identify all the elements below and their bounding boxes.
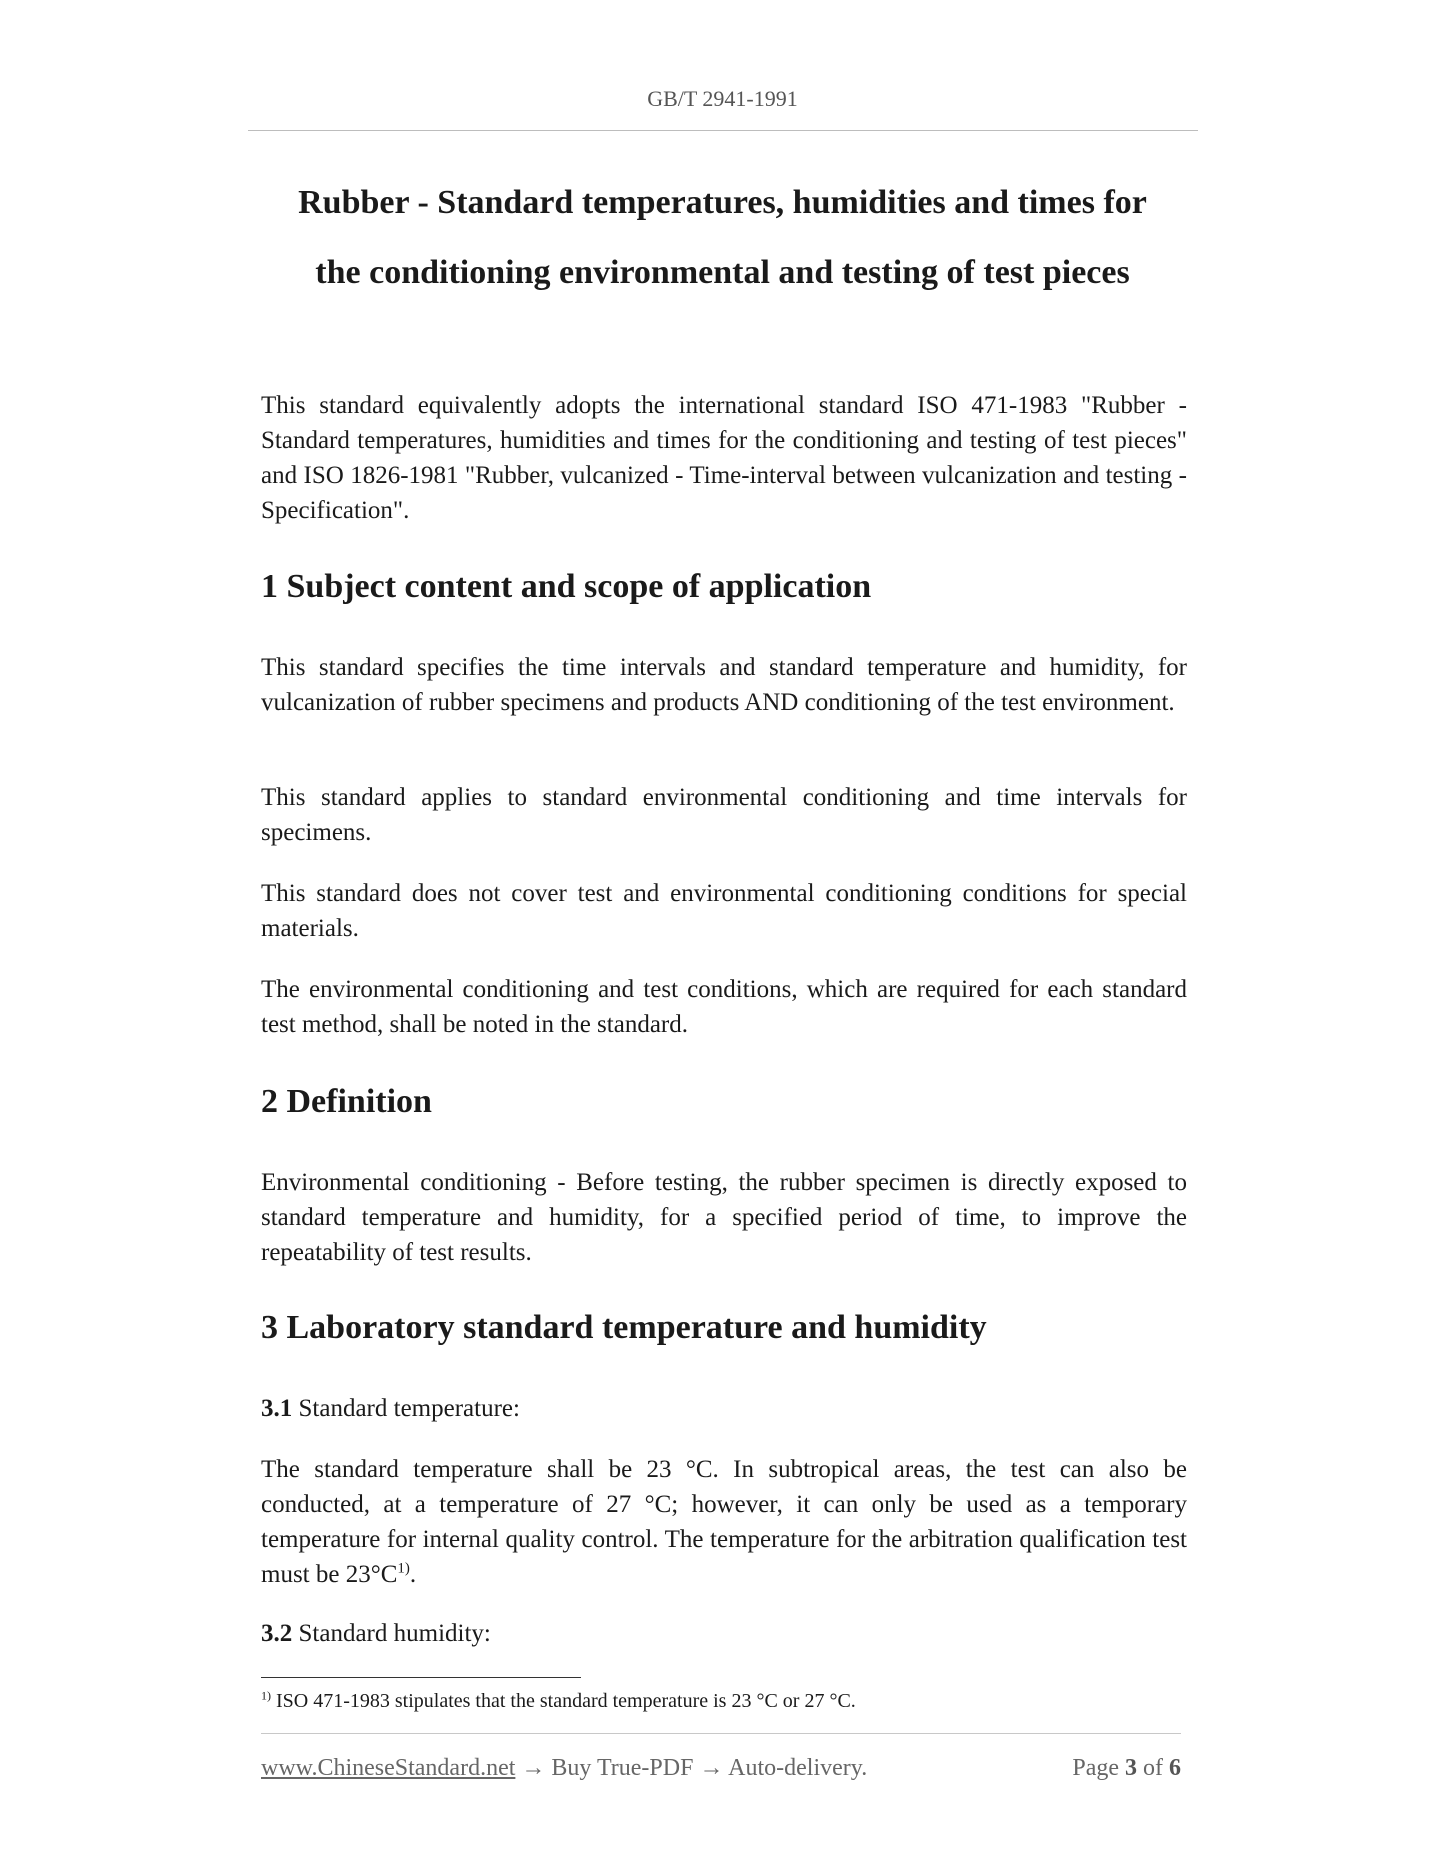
website-link[interactable]: www.ChineseStandard.net	[261, 1755, 516, 1781]
footnote	[261, 1686, 1187, 1716]
page-number	[1072, 1752, 1181, 1784]
clause-3-1-label: Standard temperature:	[292, 1395, 520, 1422]
section-2-paragraph-1: Environmental conditioning - Before testing, the rubber specimen is directly exposed to standard temperature and humidity, for a specified period of time, to improve the repeatability of test results.	[261, 1169, 1187, 1266]
page-label: Page	[1072, 1755, 1125, 1781]
section-1-paragraph-1: This standard specifies the time intervals and standard temperature and humidity, for vulcanization of rubber specimens and products AND conditioning of the test environment.	[261, 654, 1187, 716]
section-1-paragraph-2: This standard applies to standard environmental conditioning and time intervals for specimens.	[261, 784, 1187, 846]
section-1-heading: 1 Subject content and scope of application	[261, 568, 872, 605]
document-title	[240, 168, 1205, 308]
footnote-divider	[261, 1677, 581, 1678]
current-page: 3	[1125, 1755, 1137, 1781]
clause-3-1-number: 3.1	[261, 1395, 293, 1422]
title-line-1: Rubber - Standard temperatures, humidities and times for	[298, 184, 1147, 221]
arrow-right-icon: →	[693, 1755, 729, 1781]
auto-delivery-text: Auto-delivery.	[728, 1755, 868, 1781]
footer-divider	[261, 1733, 1181, 1734]
clause-3-1-end: .	[409, 1561, 417, 1588]
clause-3-2-heading	[261, 1616, 1187, 1651]
section-1-paragraph-4: The environmental conditioning and test conditions, which are required for each standard test method, shall be noted in the standard.	[261, 976, 1187, 1038]
section-1-paragraph-3: This standard does not cover test and environmental conditioning conditions for special materials.	[261, 880, 1187, 942]
clause-3-2-label: Standard humidity:	[292, 1620, 491, 1647]
clause-3-1-text: The standard temperature shall be 23 °C. In subtropical areas, the test can also be conducted, at a temperature of 27 °C; however, it can only be used as a temporary temperature for internal quality control. The temperature for the arbitration qualification test must be 23°C	[261, 1456, 1187, 1588]
clause-3-1-heading	[261, 1391, 1187, 1426]
of-label: of	[1137, 1755, 1169, 1781]
intro-paragraph: This standard equivalently adopts the international standard ISO 471-1983 "Rubber - Standard temperatures, humidities and times for the conditioning and testing of test pieces" and ISO 1826-1981 "Rubber, vulcanized - Time-interval between vulcanization and testing - Specification".	[261, 392, 1187, 524]
clause-3-2-number: 3.2	[261, 1620, 293, 1647]
running-header: GB/T 2941-1991	[647, 86, 798, 111]
footnote-marker: 1)	[261, 1688, 271, 1703]
arrow-right-icon: →	[515, 1755, 552, 1781]
total-pages: 6	[1169, 1755, 1181, 1781]
buy-pdf-text: Buy True-PDF	[551, 1755, 694, 1781]
footnote-reference[interactable]: 1)	[397, 1560, 410, 1577]
section-2-heading: 2 Definition	[261, 1083, 432, 1120]
header-divider	[248, 130, 1198, 131]
clause-3-1-paragraph	[261, 1452, 1187, 1592]
section-3-heading: 3 Laboratory standard temperature and humidity	[261, 1309, 987, 1346]
footnote-text: ISO 471-1983 stipulates that the standard temperature is 23 °C or 27 °C.	[271, 1690, 856, 1712]
footer-promo	[261, 1752, 867, 1784]
title-line-2: the conditioning environmental and testing of test pieces	[315, 254, 1130, 291]
